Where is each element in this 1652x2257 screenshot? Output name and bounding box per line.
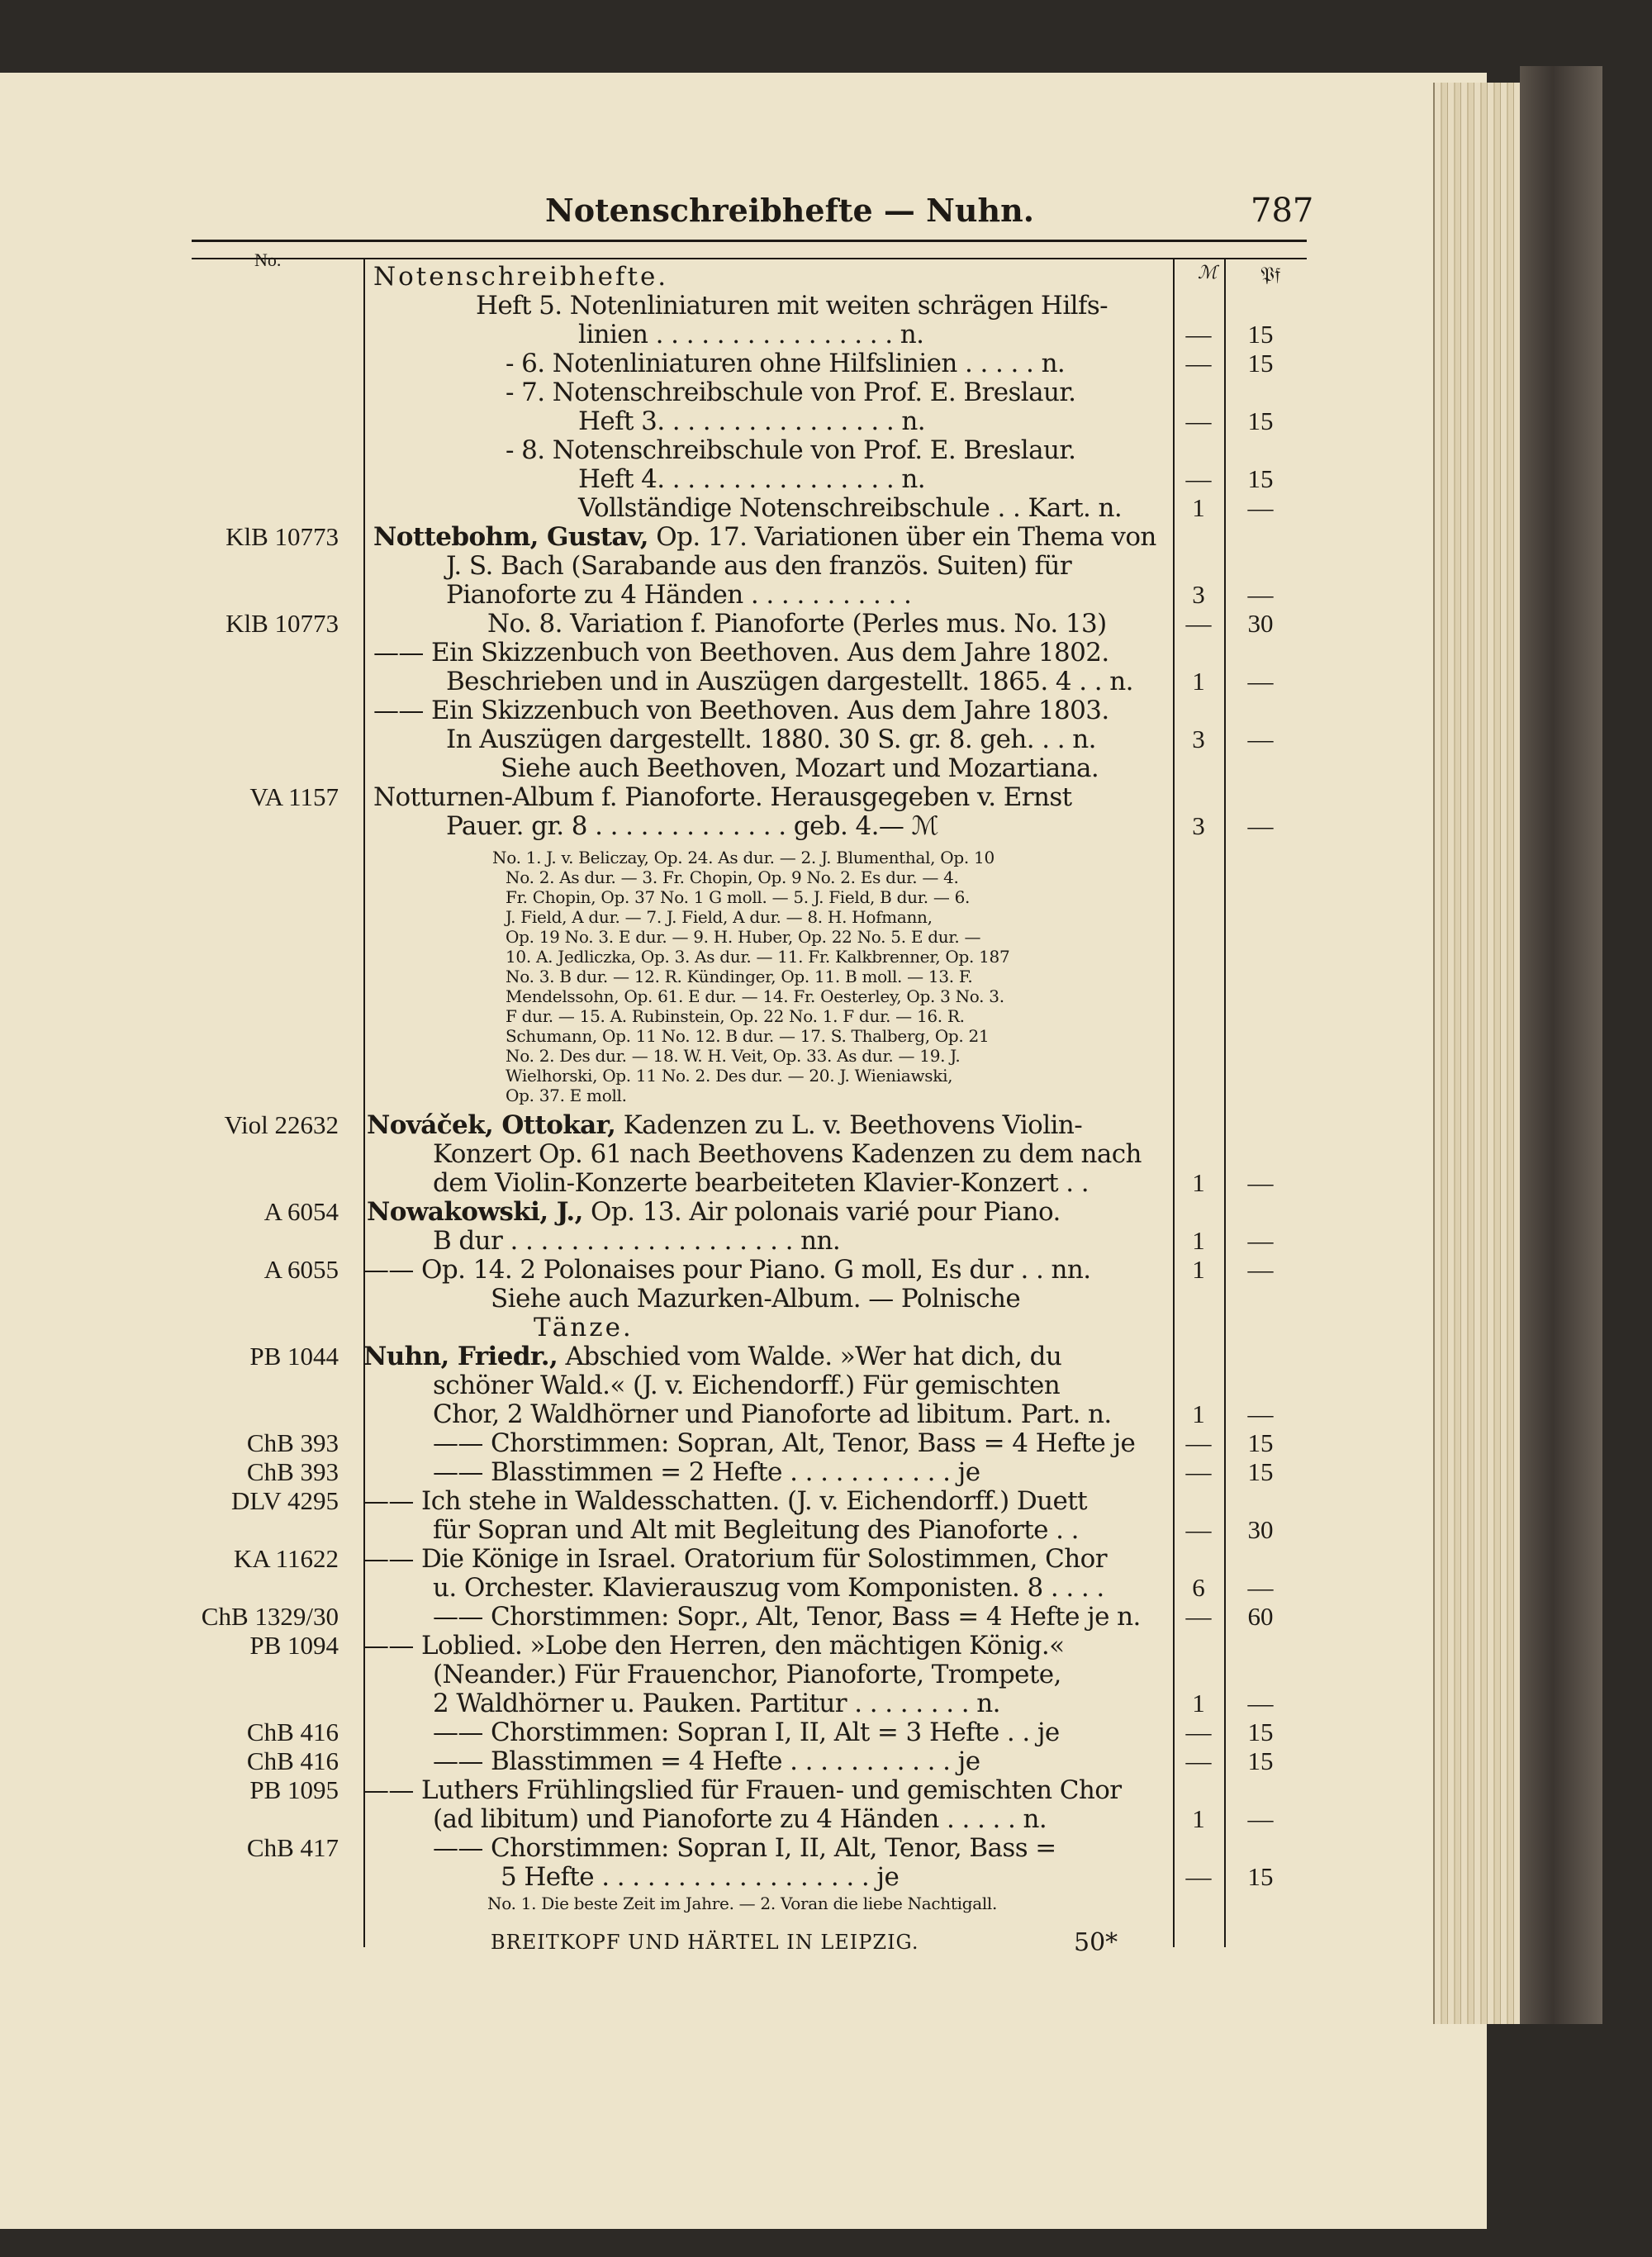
entry-text-line: No. 8. Variation f. Pianoforte (Perles mus. No. 13) [487,609,1107,639]
price-mark: — [1185,1862,1212,1891]
price-mark: — [1185,406,1212,435]
catalog-number: KlB 10773 [225,609,339,638]
page-edges [1433,83,1521,2024]
entry-text-line [363,1342,1061,1371]
composer-name: Nowakowski, J., [367,1197,583,1227]
entry-text-line: - 8. Notenschreibschule von Prof. E. Breslaur. [506,435,1076,465]
contents-note-line: No. 1. J. v. Beliczay, Op. 24. As dur. — 2. J. Blumenthal, Op. 10 [492,848,995,867]
catalog-number: PB 1095 [249,1775,339,1804]
entry-text-line [373,522,1156,552]
entry-text-line: —— Chorstimmen: Sopran, Alt, Tenor, Bass = 4 Hefte je [433,1428,1136,1458]
entry-text-line: u. Orchester. Klavierauszug vom Komponisten. 8 . . . . [433,1573,1104,1603]
contents-note-line: Wielhorski, Op. 11 No. 2. Des dur. — 20. J. Wieniawski, [506,1066,953,1086]
price-mark: — [1185,1515,1212,1544]
entry-text-line: dem Violin-Konzerte bearbeiteten Klavier-Konzert . . [433,1168,1089,1198]
entry-text-line: (ad libitum) und Pianoforte zu 4 Händen . . . . . n. [433,1804,1047,1834]
contents-note-line: No. 2. As dur. — 3. Fr. Chopin, Op. 9 No. 2. Es dur. — 4. [506,867,959,887]
catalog-number: A 6055 [263,1255,339,1284]
entry-text-line: Chor, 2 Waldhörner und Pianoforte ad libitum. Part. n. [433,1399,1112,1429]
entry-rest: Op. 17. Variationen über ein Thema von [648,522,1156,552]
entry-text-line: - 7. Notenschreibschule von Prof. E. Breslaur. [506,378,1076,407]
price-mark: 3 [1192,811,1205,840]
entry-rest: Op. 13. Air polonais varié pour Piano. [582,1197,1061,1227]
entry-text-line: In Auszügen dargestellt. 1880. 30 S. gr. 8. geh. . . n. [446,725,1096,754]
entry-text-line: Heft 3. . . . . . . . . . . . . . . . n. [578,406,926,436]
entry-text-line: Pauer. gr. 8 . . . . . . . . . . . . . geb. 4.— ℳ [446,811,939,841]
price-mark: 1 [1192,1226,1205,1255]
price-mark: — [1185,1602,1212,1631]
contents-note-line: Op. 19 No. 3. E dur. — 9. H. Huber, Op. 22 No. 5. E dur. — [506,927,981,947]
price-mark: 1 [1192,1804,1205,1833]
catalog-number: Viol 22632 [224,1110,339,1139]
price-pfennig: 15 [1247,1718,1274,1746]
price-pfennig: 15 [1247,349,1274,378]
composer-name: Nuhn, Friedr., [363,1342,558,1371]
price-pfennig: 60 [1247,1602,1274,1631]
entry-text-line: —— Ein Skizzenbuch von Beethoven. Aus dem Jahre 1803. [373,696,1109,725]
entry-text-line: Heft 4. . . . . . . . . . . . . . . . n. [578,464,926,494]
entry-text-line: —— Loblied. »Lobe den Herren, den mächtigen König.« [363,1631,1065,1661]
col-pf-label: 𝔓𝔣 [1260,263,1281,286]
catalog-number: ChB 393 [246,1457,339,1486]
price-mark: 1 [1192,1255,1205,1284]
price-mark: — [1185,1718,1212,1746]
contents-note-line: F dur. — 15. A. Rubinstein, Op. 22 No. 1. F dur. — 16. R. [506,1006,965,1026]
entry-text-line: Vollständige Notenschreibschule . . Kart. n. [578,493,1123,523]
publisher-footer: BREITKOPF UND HÄRTEL IN LEIPZIG. [491,1931,919,1954]
price-mark: 1 [1192,1168,1205,1197]
price-mark: 1 [1192,493,1205,522]
entry-text-line [367,1197,1061,1227]
price-pfennig: 15 [1247,320,1274,349]
entry-rest: Abschied vom Walde. »Wer hat dich, du [558,1342,1062,1371]
composer-name: Nottebohm, Gustav, [373,522,649,552]
entry-text-line: 5 Hefte . . . . . . . . . . . . . . . . . . je [501,1862,900,1892]
price-mark: 6 [1192,1573,1205,1602]
price-mark: 3 [1192,725,1205,753]
entry-rest: Kadenzen zu L. v. Beethovens Violin- [615,1110,1083,1140]
col-no-label: No. [254,249,282,270]
catalog-number: ChB 393 [246,1428,339,1457]
entry-text-line: Tänze. [534,1313,634,1342]
entry-text-line: —— Luthers Frühlingslied für Frauen- und gemischten Chor [363,1775,1122,1805]
entry-text-line: B dur . . . . . . . . . . . . . . . . . . . nn. [433,1226,841,1256]
price-mark: 1 [1192,1399,1205,1428]
entry-text-line: linien . . . . . . . . . . . . . . . . n. [578,320,924,349]
price-pfennig: 30 [1247,1515,1274,1544]
price-mark: — [1185,464,1212,493]
entry-text-line: —— Die Könige in Israel. Oratorium für Solostimmen, Chor [363,1544,1107,1574]
entry-text-line: Notenschreibhefte. [373,262,669,292]
price-pfennig: — [1247,1255,1274,1284]
book-cover [1520,66,1602,2024]
entry-text-line: (Neander.) Für Frauenchor, Pianoforte, Trompete, [433,1660,1061,1689]
entry-text-line: —— Chorstimmen: Sopran I, II, Alt = 3 Hefte . . je [433,1718,1060,1747]
entry-text-line: Konzert Op. 61 nach Beethovens Kadenzen zu dem nach [433,1139,1142,1169]
catalog-number: PB 1094 [249,1631,339,1660]
catalog-number: ChB 417 [246,1833,339,1862]
price-mark: — [1185,1428,1212,1457]
entry-text-line: Notturnen-Album f. Pianoforte. Herausgegeben v. Ernst [373,782,1072,812]
entry-text-line: Pianoforte zu 4 Händen . . . . . . . . . . . [446,580,912,610]
contents-note-line: Op. 37. E moll. [506,1086,627,1105]
price-pfennig: — [1247,580,1274,609]
column-rule [192,258,1307,259]
catalog-number: KlB 10773 [225,522,339,551]
price-pfennig: 15 [1247,1746,1274,1775]
price-mark: — [1185,320,1212,349]
col-mark-label: ℳ [1198,263,1218,283]
price-pfennig: — [1247,1573,1274,1602]
entry-text-line: Siehe auch Beethoven, Mozart und Mozartiana. [501,753,1099,783]
entry-text-line: —— Ich stehe in Waldesschatten. (J. v. Eichendorff.) Duett [363,1486,1088,1516]
price-mark: — [1185,349,1212,378]
price-pfennig: — [1247,811,1274,840]
entry-text-line: —— Blasstimmen = 2 Hefte . . . . . . . . . . . je [433,1457,980,1487]
catalog-number: KA 11622 [233,1544,339,1573]
price-pfennig: — [1247,725,1274,753]
catalog-number: VA 1157 [249,782,339,811]
catalog-number: PB 1044 [249,1342,339,1371]
entry-text-line: 2 Waldhörner u. Pauken. Partitur . . . . . . . . n. [433,1689,1000,1718]
contents-note-line: No. 1. Die beste Zeit im Jahre. — 2. Voran die liebe Nachtigall. [487,1894,998,1913]
price-pfennig: — [1247,667,1274,696]
catalog-number: ChB 1329/30 [201,1602,339,1631]
price-pfennig: — [1247,1226,1274,1255]
entry-text-line: —— Op. 14. 2 Polonaises pour Piano. G moll, Es dur . . nn. [363,1255,1091,1285]
entry-text-line: —— Blasstimmen = 4 Hefte . . . . . . . . . . . je [433,1746,980,1776]
entry-text-line: Heft 5. Notenliniaturen mit weiten schrägen Hilfs- [476,291,1108,321]
price-pfennig: — [1247,1804,1274,1833]
price-pfennig: 15 [1247,1457,1274,1486]
price-pfennig: — [1247,1168,1274,1197]
signature-mark: 50* [1074,1928,1118,1957]
entry-text-line: für Sopran und Alt mit Begleitung des Pianoforte . . [433,1515,1079,1545]
header-rule [192,240,1307,242]
price-pfennig: — [1247,1399,1274,1428]
price-mark: — [1185,1746,1212,1775]
entry-text-line: Beschrieben und in Auszügen dargestellt. 1865. 4 . . n. [446,667,1133,696]
entry-text-line: —— Chorstimmen: Sopr., Alt, Tenor, Bass = 4 Hefte je n. [433,1602,1141,1632]
price-mark: 3 [1192,580,1205,609]
mark-column-divider-right [1224,258,1226,1947]
price-pfennig: 15 [1247,406,1274,435]
price-pfennig: 15 [1247,1428,1274,1457]
entry-text-line: —— Chorstimmen: Sopran I, II, Alt, Tenor, Bass = [433,1833,1056,1863]
price-pfennig: 15 [1247,464,1274,493]
catalog-number: ChB 416 [246,1718,339,1746]
catalog-number: DLV 4295 [230,1486,339,1515]
running-head: Notenschreibhefte — Nuhn. [545,192,1034,229]
entry-text-line [367,1110,1082,1140]
entry-text-line: schöner Wald.« (J. v. Eichendorff.) Für gemischten [433,1371,1061,1400]
entry-text-line: —— Ein Skizzenbuch von Beethoven. Aus dem Jahre 1802. [373,638,1109,668]
price-mark: — [1185,609,1212,638]
page-number: 787 [1251,192,1314,230]
entry-text-line: J. S. Bach (Sarabande aus den französ. Suiten) für [446,551,1072,581]
price-mark: — [1185,1457,1212,1486]
catalog-number: A 6054 [263,1197,339,1226]
no-column-divider [363,258,365,1947]
price-pfennig: 15 [1247,1862,1274,1891]
contents-note-line: 10. A. Jedliczka, Op. 3. As dur. — 11. Fr. Kalkbrenner, Op. 187 [506,947,1010,967]
catalog-number: ChB 416 [246,1746,339,1775]
composer-name: Nováček, Ottokar, [367,1110,616,1140]
price-pfennig: — [1247,493,1274,522]
price-pfennig: — [1247,1689,1274,1718]
contents-note-line: J. Field, A dur. — 7. J. Field, A dur. — 8. H. Hofmann, [506,907,933,927]
price-mark: 1 [1192,1689,1205,1718]
contents-note-line: No. 2. Des dur. — 18. W. H. Veit, Op. 33. As dur. — 19. J. [506,1046,961,1066]
entry-text-line: Siehe auch Mazurken-Album. — Polnische [491,1284,1021,1314]
contents-note-line: Fr. Chopin, Op. 37 No. 1 G moll. — 5. J. Field, B dur. — 6. [506,887,971,907]
entry-text-line: - 6. Notenliniaturen ohne Hilfslinien . . . . . n. [506,349,1066,378]
contents-note-line: Schumann, Op. 11 No. 12. B dur. — 17. S. Thalberg, Op. 21 [506,1026,990,1046]
price-pfennig: 30 [1247,609,1274,638]
price-mark: 1 [1192,667,1205,696]
contents-note-line: Mendelssohn, Op. 61. E dur. — 14. Fr. Oesterley, Op. 3 No. 3. [506,986,1004,1006]
contents-note-line: No. 3. B dur. — 12. R. Kündinger, Op. 11. B moll. — 13. F. [506,967,973,986]
